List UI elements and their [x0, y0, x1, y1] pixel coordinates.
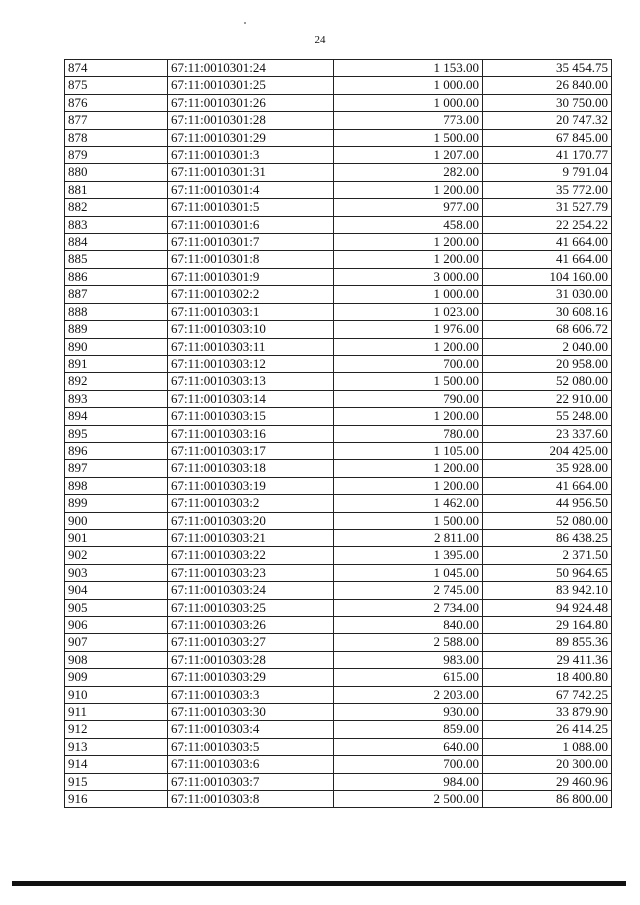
- value-cell: 22 254.22: [483, 216, 612, 233]
- value-cell: 18 400.80: [483, 669, 612, 686]
- row-number-cell: 912: [65, 721, 168, 738]
- row-number-cell: 886: [65, 268, 168, 285]
- value-cell: 30 608.16: [483, 303, 612, 320]
- row-number-cell: 899: [65, 495, 168, 512]
- area-cell: 840.00: [334, 617, 483, 634]
- area-cell: 700.00: [334, 756, 483, 773]
- value-cell: 67 845.00: [483, 129, 612, 146]
- row-number-cell: 881: [65, 181, 168, 198]
- area-cell: 2 588.00: [334, 634, 483, 651]
- row-number-cell: 895: [65, 425, 168, 442]
- value-cell: 41 664.00: [483, 251, 612, 268]
- cadastral-number-cell: 67:11:0010303:18: [168, 460, 334, 477]
- area-cell: 2 500.00: [334, 791, 483, 808]
- row-number-cell: 893: [65, 390, 168, 407]
- value-cell: 83 942.10: [483, 582, 612, 599]
- row-number-cell: 904: [65, 582, 168, 599]
- table-row: [65, 181, 612, 198]
- cadastral-number-cell: 67:11:0010303:2: [168, 495, 334, 512]
- cadastral-number-cell: 67:11:0010301:25: [168, 77, 334, 94]
- row-number-cell: 908: [65, 651, 168, 668]
- row-number-cell: 900: [65, 512, 168, 529]
- area-cell: 790.00: [334, 390, 483, 407]
- area-cell: 1 207.00: [334, 147, 483, 164]
- row-number-cell: 880: [65, 164, 168, 181]
- value-cell: 29 411.36: [483, 651, 612, 668]
- cadastral-number-cell: 67:11:0010303:3: [168, 686, 334, 703]
- area-cell: 983.00: [334, 651, 483, 668]
- table-row: [65, 147, 612, 164]
- cadastral-number-cell: 67:11:0010301:7: [168, 234, 334, 251]
- value-cell: 29 460.96: [483, 773, 612, 790]
- value-cell: 30 750.00: [483, 94, 612, 111]
- table-row: [65, 617, 612, 634]
- row-number-cell: 883: [65, 216, 168, 233]
- table-row: [65, 495, 612, 512]
- table-row: [65, 355, 612, 372]
- row-number-cell: 915: [65, 773, 168, 790]
- row-number-cell: 887: [65, 286, 168, 303]
- value-cell: 50 964.65: [483, 564, 612, 581]
- cadastral-number-cell: 67:11:0010303:15: [168, 408, 334, 425]
- table-row: [65, 477, 612, 494]
- cadastral-number-cell: 67:11:0010303:26: [168, 617, 334, 634]
- table-row: [65, 129, 612, 146]
- row-number-cell: 905: [65, 599, 168, 616]
- area-cell: 458.00: [334, 216, 483, 233]
- page-number: 24: [314, 34, 326, 46]
- area-cell: 1 200.00: [334, 234, 483, 251]
- row-number-cell: 909: [65, 669, 168, 686]
- cadastral-number-cell: 67:11:0010301:3: [168, 147, 334, 164]
- value-cell: 23 337.60: [483, 425, 612, 442]
- table-row: [65, 112, 612, 129]
- row-number-cell: 891: [65, 355, 168, 372]
- value-cell: 67 742.25: [483, 686, 612, 703]
- row-number-cell: 879: [65, 147, 168, 164]
- row-number-cell: 885: [65, 251, 168, 268]
- cadastral-number-cell: 67:11:0010303:5: [168, 738, 334, 755]
- value-cell: 22 910.00: [483, 390, 612, 407]
- table-row: [65, 408, 612, 425]
- table-row: [65, 512, 612, 529]
- cadastral-number-cell: 67:11:0010303:20: [168, 512, 334, 529]
- value-cell: 9 791.04: [483, 164, 612, 181]
- row-number-cell: 897: [65, 460, 168, 477]
- value-cell: 20 300.00: [483, 756, 612, 773]
- area-cell: 780.00: [334, 425, 483, 442]
- table-row: [65, 94, 612, 111]
- value-cell: 33 879.90: [483, 704, 612, 721]
- bottom-rule: [12, 881, 626, 886]
- row-number-cell: 911: [65, 704, 168, 721]
- table-row: [65, 268, 612, 285]
- area-cell: 1 023.00: [334, 303, 483, 320]
- area-cell: 1 153.00: [334, 60, 483, 77]
- row-number-cell: 888: [65, 303, 168, 320]
- cadastral-number-cell: 67:11:0010301:26: [168, 94, 334, 111]
- area-cell: 700.00: [334, 355, 483, 372]
- table-row: [65, 199, 612, 216]
- cadastral-number-cell: 67:11:0010303:16: [168, 425, 334, 442]
- value-cell: 52 080.00: [483, 373, 612, 390]
- table-row: [65, 251, 612, 268]
- row-number-cell: 903: [65, 564, 168, 581]
- row-number-cell: 901: [65, 529, 168, 546]
- table-row: [65, 704, 612, 721]
- value-cell: 44 956.50: [483, 495, 612, 512]
- value-cell: 52 080.00: [483, 512, 612, 529]
- table-row: [65, 303, 612, 320]
- area-cell: 615.00: [334, 669, 483, 686]
- cadastral-number-cell: 67:11:0010303:8: [168, 791, 334, 808]
- table-row: [65, 460, 612, 477]
- value-cell: 35 772.00: [483, 181, 612, 198]
- area-cell: 930.00: [334, 704, 483, 721]
- value-cell: 20 747.32: [483, 112, 612, 129]
- cadastral-number-cell: 67:11:0010301:5: [168, 199, 334, 216]
- value-cell: 2 040.00: [483, 338, 612, 355]
- table-row: [65, 738, 612, 755]
- table-row: [65, 791, 612, 808]
- area-cell: 1 500.00: [334, 129, 483, 146]
- area-cell: 1 500.00: [334, 373, 483, 390]
- area-cell: 977.00: [334, 199, 483, 216]
- area-cell: 1 000.00: [334, 94, 483, 111]
- area-cell: 1 976.00: [334, 321, 483, 338]
- cadastral-number-cell: 67:11:0010303:7: [168, 773, 334, 790]
- table-row: [65, 651, 612, 668]
- value-cell: 35 454.75: [483, 60, 612, 77]
- cadastral-number-cell: 67:11:0010303:11: [168, 338, 334, 355]
- area-cell: 1 200.00: [334, 181, 483, 198]
- value-cell: 86 800.00: [483, 791, 612, 808]
- area-cell: 1 200.00: [334, 251, 483, 268]
- value-cell: 31 030.00: [483, 286, 612, 303]
- row-number-cell: 902: [65, 547, 168, 564]
- value-cell: 29 164.80: [483, 617, 612, 634]
- row-number-cell: 910: [65, 686, 168, 703]
- table-body: [65, 60, 612, 808]
- area-cell: 1 395.00: [334, 547, 483, 564]
- table-row: [65, 756, 612, 773]
- row-number-cell: 914: [65, 756, 168, 773]
- area-cell: 1 200.00: [334, 408, 483, 425]
- area-cell: 1 000.00: [334, 77, 483, 94]
- area-cell: 2 734.00: [334, 599, 483, 616]
- row-number-cell: 892: [65, 373, 168, 390]
- cadastral-number-cell: 67:11:0010303:24: [168, 582, 334, 599]
- value-cell: 68 606.72: [483, 321, 612, 338]
- area-cell: 1 200.00: [334, 477, 483, 494]
- scan-speck: [244, 22, 246, 24]
- table-row: [65, 442, 612, 459]
- cadastral-number-cell: 67:11:0010303:19: [168, 477, 334, 494]
- cadastral-number-cell: 67:11:0010303:10: [168, 321, 334, 338]
- row-number-cell: 884: [65, 234, 168, 251]
- row-number-cell: 907: [65, 634, 168, 651]
- cadastral-number-cell: 67:11:0010301:9: [168, 268, 334, 285]
- table-row: [65, 338, 612, 355]
- cadastral-number-cell: 67:11:0010303:14: [168, 390, 334, 407]
- cadastral-number-cell: 67:11:0010303:30: [168, 704, 334, 721]
- cadastral-number-cell: 67:11:0010303:28: [168, 651, 334, 668]
- area-cell: 773.00: [334, 112, 483, 129]
- cadastral-number-cell: 67:11:0010303:29: [168, 669, 334, 686]
- cadastral-table: [64, 59, 612, 808]
- cadastral-number-cell: 67:11:0010303:12: [168, 355, 334, 372]
- row-number-cell: 906: [65, 617, 168, 634]
- table-row: [65, 599, 612, 616]
- value-cell: 55 248.00: [483, 408, 612, 425]
- value-cell: 31 527.79: [483, 199, 612, 216]
- table-row: [65, 390, 612, 407]
- cadastral-number-cell: 67:11:0010303:21: [168, 529, 334, 546]
- row-number-cell: 896: [65, 442, 168, 459]
- cadastral-number-cell: 67:11:0010303:1: [168, 303, 334, 320]
- area-cell: 1 045.00: [334, 564, 483, 581]
- cadastral-number-cell: 67:11:0010301:29: [168, 129, 334, 146]
- area-cell: 282.00: [334, 164, 483, 181]
- row-number-cell: 878: [65, 129, 168, 146]
- area-cell: 3 000.00: [334, 268, 483, 285]
- table-row: [65, 60, 612, 77]
- value-cell: 94 924.48: [483, 599, 612, 616]
- area-cell: 2 203.00: [334, 686, 483, 703]
- table-row: [65, 286, 612, 303]
- table-row: [65, 564, 612, 581]
- cadastral-number-cell: 67:11:0010301:28: [168, 112, 334, 129]
- table-row: [65, 547, 612, 564]
- value-cell: 20 958.00: [483, 355, 612, 372]
- area-cell: 640.00: [334, 738, 483, 755]
- cadastral-number-cell: 67:11:0010303:27: [168, 634, 334, 651]
- value-cell: 35 928.00: [483, 460, 612, 477]
- table-row: [65, 721, 612, 738]
- value-cell: 86 438.25: [483, 529, 612, 546]
- cadastral-number-cell: 67:11:0010302:2: [168, 286, 334, 303]
- row-number-cell: 877: [65, 112, 168, 129]
- cadastral-number-cell: 67:11:0010301:24: [168, 60, 334, 77]
- cadastral-number-cell: 67:11:0010303:25: [168, 599, 334, 616]
- table-row: [65, 373, 612, 390]
- area-cell: 1 000.00: [334, 286, 483, 303]
- row-number-cell: 916: [65, 791, 168, 808]
- area-cell: 1 462.00: [334, 495, 483, 512]
- cadastral-number-cell: 67:11:0010301:31: [168, 164, 334, 181]
- area-cell: 1 200.00: [334, 338, 483, 355]
- value-cell: 26 840.00: [483, 77, 612, 94]
- table-row: [65, 425, 612, 442]
- value-cell: 204 425.00: [483, 442, 612, 459]
- table-row: [65, 529, 612, 546]
- area-cell: 2 745.00: [334, 582, 483, 599]
- cadastral-number-cell: 67:11:0010303:17: [168, 442, 334, 459]
- table-row: [65, 634, 612, 651]
- cadastral-number-cell: 67:11:0010303:6: [168, 756, 334, 773]
- area-cell: 859.00: [334, 721, 483, 738]
- value-cell: 89 855.36: [483, 634, 612, 651]
- row-number-cell: 875: [65, 77, 168, 94]
- table-row: [65, 234, 612, 251]
- table-row: [65, 582, 612, 599]
- cadastral-number-cell: 67:11:0010303:13: [168, 373, 334, 390]
- value-cell: 1 088.00: [483, 738, 612, 755]
- area-cell: 1 500.00: [334, 512, 483, 529]
- cadastral-number-cell: 67:11:0010303:23: [168, 564, 334, 581]
- cadastral-number-cell: 67:11:0010303:4: [168, 721, 334, 738]
- value-cell: 104 160.00: [483, 268, 612, 285]
- area-cell: 2 811.00: [334, 529, 483, 546]
- value-cell: 2 371.50: [483, 547, 612, 564]
- area-cell: 984.00: [334, 773, 483, 790]
- row-number-cell: 898: [65, 477, 168, 494]
- table-row: [65, 216, 612, 233]
- row-number-cell: 889: [65, 321, 168, 338]
- value-cell: 41 170.77: [483, 147, 612, 164]
- row-number-cell: 890: [65, 338, 168, 355]
- table-row: [65, 686, 612, 703]
- table-row: [65, 77, 612, 94]
- area-cell: 1 105.00: [334, 442, 483, 459]
- row-number-cell: 894: [65, 408, 168, 425]
- value-cell: 41 664.00: [483, 234, 612, 251]
- cadastral-number-cell: 67:11:0010301:8: [168, 251, 334, 268]
- cadastral-number-cell: 67:11:0010303:22: [168, 547, 334, 564]
- row-number-cell: 913: [65, 738, 168, 755]
- value-cell: 41 664.00: [483, 477, 612, 494]
- table-row: [65, 669, 612, 686]
- cadastral-number-cell: 67:11:0010301:6: [168, 216, 334, 233]
- row-number-cell: 882: [65, 199, 168, 216]
- value-cell: 26 414.25: [483, 721, 612, 738]
- row-number-cell: 874: [65, 60, 168, 77]
- row-number-cell: 876: [65, 94, 168, 111]
- table-row: [65, 321, 612, 338]
- table-row: [65, 164, 612, 181]
- table-row: [65, 773, 612, 790]
- cadastral-number-cell: 67:11:0010301:4: [168, 181, 334, 198]
- area-cell: 1 200.00: [334, 460, 483, 477]
